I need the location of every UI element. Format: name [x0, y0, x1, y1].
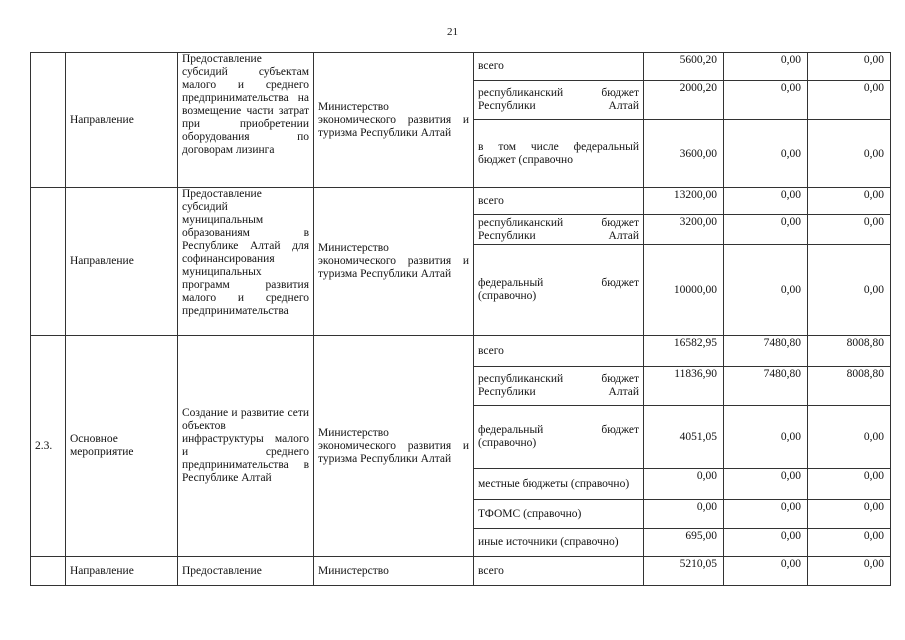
value-cell: 0,00	[724, 245, 808, 336]
value-cell: 0,00	[724, 120, 808, 188]
row-executor: Министерство экономического развития и туризма Республики Алтай	[314, 188, 474, 336]
table-row	[31, 188, 891, 215]
row-type: Направление	[66, 188, 178, 336]
source-cell: республиканский бюджет Республики Алтай	[474, 81, 644, 120]
value-cell: 695,00	[644, 529, 724, 557]
row-number	[31, 188, 66, 336]
row-description: Предоставление	[178, 557, 314, 586]
value-cell: 0,00	[808, 529, 891, 557]
value-cell: 0,00	[808, 245, 891, 336]
value-cell: 0,00	[724, 500, 808, 529]
value-cell: 0,00	[724, 215, 808, 245]
value-cell: 8008,80	[808, 367, 891, 406]
row-executor: Министерство	[314, 557, 474, 586]
table-row	[31, 53, 891, 81]
value-cell: 0,00	[724, 529, 808, 557]
source-cell: в том числе федеральный бюджет (справочно	[474, 120, 644, 188]
value-cell: 13200,00	[644, 188, 724, 215]
value-cell: 16582,95	[644, 336, 724, 367]
table-row	[31, 336, 891, 367]
value-cell: 7480,80	[724, 367, 808, 406]
value-cell: 0,00	[808, 120, 891, 188]
source-cell: всего	[474, 188, 644, 215]
row-description: Создание и развитие сети объектов инфраструктуры малого и среднего предпринимательства в Республике Алтай	[178, 336, 314, 557]
row-number	[31, 53, 66, 188]
row-description: Предоставление субсидий муниципальным образованиям в Республике Алтай для софинансирования муниципальных программ развития малого и среднего предпринимательства	[178, 188, 314, 336]
value-cell: 11836,90	[644, 367, 724, 406]
source-cell: ТФОМС (справочно)	[474, 500, 644, 529]
source-cell: федеральный бюджет (справочно)	[474, 245, 644, 336]
source-cell: республиканский бюджет Республики Алтай	[474, 367, 644, 406]
value-cell: 0,00	[808, 53, 891, 81]
source-cell: всего	[474, 53, 644, 81]
budget-table	[30, 52, 891, 586]
value-cell: 0,00	[808, 215, 891, 245]
row-type: Направление	[66, 53, 178, 188]
value-cell: 10000,00	[644, 245, 724, 336]
value-cell: 3200,00	[644, 215, 724, 245]
value-cell: 7480,80	[724, 336, 808, 367]
value-cell: 0,00	[724, 557, 808, 586]
row-executor: Министерство экономического развития и туризма Республики Алтай	[314, 53, 474, 188]
value-cell: 5210,05	[644, 557, 724, 586]
row-executor: Министерство экономического развития и туризма Республики Алтай	[314, 336, 474, 557]
value-cell: 3600,00	[644, 120, 724, 188]
source-cell: всего	[474, 336, 644, 367]
value-cell: 0,00	[724, 81, 808, 120]
value-cell: 0,00	[724, 53, 808, 81]
value-cell: 8008,80	[808, 336, 891, 367]
value-cell: 0,00	[724, 469, 808, 500]
value-cell: 0,00	[808, 406, 891, 469]
value-cell: 0,00	[724, 188, 808, 215]
row-number: 2.3.	[31, 336, 66, 557]
source-cell: республиканский бюджет Республики Алтай	[474, 215, 644, 245]
value-cell: 0,00	[644, 469, 724, 500]
value-cell: 2000,20	[644, 81, 724, 120]
value-cell: 0,00	[808, 500, 891, 529]
row-number	[31, 557, 66, 586]
value-cell: 5600,20	[644, 53, 724, 81]
value-cell: 0,00	[808, 188, 891, 215]
row-description: Предоставление субсидий субъектам малого и среднего предпринимательства на возмещение части затрат при приобретении оборудования по договорам лизинга	[178, 53, 314, 188]
value-cell: 0,00	[808, 469, 891, 500]
page-number: 21	[447, 26, 458, 38]
value-cell: 0,00	[808, 557, 891, 586]
table-row	[31, 557, 891, 586]
row-type: Основное мероприятие	[66, 336, 178, 557]
row-type: Направление	[66, 557, 178, 586]
source-cell: федеральный бюджет (справочно)	[474, 406, 644, 469]
source-cell: иные источники (справочно)	[474, 529, 644, 557]
value-cell: 4051,05	[644, 406, 724, 469]
value-cell: 0,00	[724, 406, 808, 469]
value-cell: 0,00	[644, 500, 724, 529]
source-cell: всего	[474, 557, 644, 586]
source-cell: местные бюджеты (справочно)	[474, 469, 644, 500]
value-cell: 0,00	[808, 81, 891, 120]
